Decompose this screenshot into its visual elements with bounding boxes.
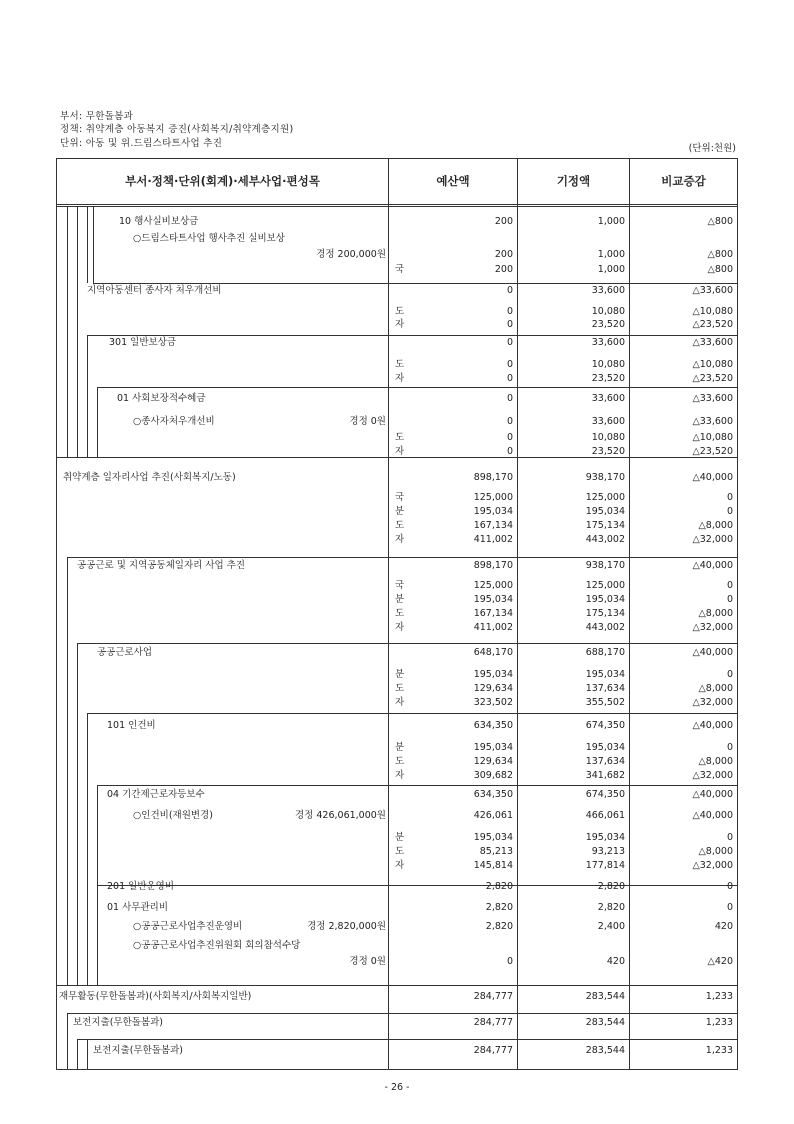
diff-amount: 1,233 bbox=[705, 1045, 733, 1056]
budget-amount: 195,034 bbox=[473, 594, 513, 605]
budget-amount: 200 bbox=[494, 264, 513, 275]
prev-amount: 688,170 bbox=[585, 647, 625, 658]
row-separator bbox=[97, 785, 737, 786]
diff-amount: △40,000 bbox=[692, 647, 733, 658]
funding-source: 분 bbox=[395, 506, 405, 517]
budget-amount: 284,777 bbox=[473, 1017, 513, 1028]
prev-amount: 195,034 bbox=[585, 594, 625, 605]
prev-amount: 125,000 bbox=[585, 492, 625, 503]
budget-amount: 125,000 bbox=[473, 492, 513, 503]
prev-amount: 2,820 bbox=[597, 881, 625, 892]
diff-amount: △420 bbox=[707, 956, 733, 967]
diff-amount: △33,600 bbox=[692, 337, 733, 348]
row-label: ○종사자처우개선비 bbox=[133, 416, 215, 427]
budget-amount: 0 bbox=[506, 373, 513, 384]
funding-source: 자 bbox=[395, 534, 405, 545]
diff-amount: △8,000 bbox=[698, 756, 733, 767]
row-label: ○인건비(재원변경) bbox=[133, 810, 213, 821]
diff-amount: 0 bbox=[726, 580, 733, 591]
funding-source: 분 bbox=[395, 742, 405, 753]
diff-amount: 1,233 bbox=[705, 991, 733, 1002]
prev-amount: 341,682 bbox=[585, 770, 625, 781]
budget-amount: 0 bbox=[506, 337, 513, 348]
row-label: 04 기간제근로자등보수 bbox=[107, 789, 205, 800]
diff-amount: △32,000 bbox=[692, 770, 733, 781]
dept-line: 부서: 무한돌봄과 bbox=[60, 111, 134, 122]
diff-amount: △8,000 bbox=[698, 608, 733, 619]
budget-amount: 0 bbox=[506, 285, 513, 296]
col-header-prev: 기정액 bbox=[556, 174, 591, 188]
tree-line bbox=[93, 207, 94, 283]
col-header-item: 부서·정책·단위(회계)·세부사업·편성목 bbox=[125, 174, 320, 188]
funding-source: 도 bbox=[395, 432, 405, 443]
table-header bbox=[57, 159, 737, 207]
diff-amount: △23,520 bbox=[692, 319, 733, 330]
row-separator bbox=[87, 335, 737, 336]
diff-amount: △10,080 bbox=[692, 359, 733, 370]
budget-amount: 898,170 bbox=[473, 560, 513, 571]
diff-amount: 420 bbox=[714, 921, 733, 932]
diff-amount: 0 bbox=[726, 902, 733, 913]
tree-line bbox=[87, 713, 88, 985]
prev-amount: 93,213 bbox=[591, 846, 625, 857]
diff-amount: △8,000 bbox=[698, 846, 733, 857]
tree-line bbox=[77, 1039, 78, 1069]
funding-source: 자 bbox=[395, 622, 405, 633]
budget-amount: 0 bbox=[506, 319, 513, 330]
row-label: 공공근로 및 지역공동체일자리 사업 추진 bbox=[77, 560, 246, 571]
budget-amount: 0 bbox=[506, 956, 513, 967]
budget-amount: 2,820 bbox=[485, 881, 513, 892]
diff-amount: 0 bbox=[726, 832, 733, 843]
row-label: 01 사무관리비 bbox=[107, 902, 168, 913]
diff-amount: △800 bbox=[707, 216, 733, 227]
diff-amount: 0 bbox=[726, 506, 733, 517]
diff-amount: △800 bbox=[707, 264, 733, 275]
row-label: ○공공근로사업추진운영비 bbox=[133, 921, 243, 932]
budget-amount: 284,777 bbox=[473, 991, 513, 1002]
prev-amount: 938,170 bbox=[585, 560, 625, 571]
row-separator bbox=[77, 1039, 737, 1040]
prev-amount: 10,080 bbox=[591, 359, 625, 370]
funding-source: 자 bbox=[395, 860, 405, 871]
funding-source: 국 bbox=[395, 580, 405, 591]
diff-amount: △8,000 bbox=[698, 683, 733, 694]
tree-line bbox=[87, 207, 88, 283]
row-note: 경정 0원 bbox=[349, 416, 386, 427]
budget-amount: 200 bbox=[494, 249, 513, 260]
prev-amount: 2,820 bbox=[597, 902, 625, 913]
diff-amount: 1,233 bbox=[705, 1017, 733, 1028]
budget-amount: 426,061 bbox=[473, 810, 513, 821]
funding-source: 도 bbox=[395, 608, 405, 619]
row-label: 지역아동센터 종사자 처우개선비 bbox=[87, 285, 222, 296]
diff-amount: △40,000 bbox=[692, 789, 733, 800]
diff-amount: △40,000 bbox=[692, 560, 733, 571]
diff-amount: △8,000 bbox=[698, 520, 733, 531]
page-number: - 26 - bbox=[384, 1082, 410, 1093]
prev-amount: 283,544 bbox=[585, 1017, 625, 1028]
diff-amount: 0 bbox=[726, 669, 733, 680]
unit-note: (단위:천원) bbox=[688, 143, 736, 154]
budget-amount: 2,820 bbox=[485, 921, 513, 932]
row-label: 재무활동(무한돌봄과)(사회복지/사회복지일반) bbox=[59, 991, 252, 1002]
diff-amount: 0 bbox=[726, 594, 733, 605]
funding-source: 분 bbox=[395, 832, 405, 843]
budget-amount: 200 bbox=[494, 216, 513, 227]
prev-amount: 443,002 bbox=[585, 534, 625, 545]
funding-source: 자 bbox=[395, 373, 405, 384]
budget-amount: 411,002 bbox=[473, 534, 513, 545]
prev-amount: 938,170 bbox=[585, 472, 625, 483]
prev-amount: 195,034 bbox=[585, 669, 625, 680]
prev-amount: 195,034 bbox=[585, 832, 625, 843]
tree-line bbox=[77, 207, 78, 457]
diff-amount: △33,600 bbox=[692, 416, 733, 427]
diff-amount: △32,000 bbox=[692, 697, 733, 708]
budget-amount: 125,000 bbox=[473, 580, 513, 591]
budget-amount: 898,170 bbox=[473, 472, 513, 483]
budget-amount: 0 bbox=[506, 359, 513, 370]
prev-amount: 137,634 bbox=[585, 756, 625, 767]
prev-amount: 283,544 bbox=[585, 991, 625, 1002]
budget-amount: 85,213 bbox=[479, 846, 513, 857]
prev-amount: 33,600 bbox=[591, 337, 625, 348]
budget-amount: 129,634 bbox=[473, 756, 513, 767]
prev-amount: 33,600 bbox=[591, 393, 625, 404]
prev-amount: 2,400 bbox=[597, 921, 625, 932]
budget-amount: 167,134 bbox=[473, 520, 513, 531]
prev-amount: 674,350 bbox=[585, 789, 625, 800]
diff-amount: △33,600 bbox=[692, 393, 733, 404]
col-header-budget: 예산액 bbox=[436, 174, 470, 188]
funding-source: 자 bbox=[395, 770, 405, 781]
tree-line bbox=[97, 387, 98, 457]
budget-amount: 195,034 bbox=[473, 832, 513, 843]
prev-amount: 33,600 bbox=[591, 416, 625, 427]
prev-amount: 177,814 bbox=[585, 860, 625, 871]
diff-amount: △23,520 bbox=[692, 446, 733, 457]
row-label: 01 사회보장적수혜금 bbox=[117, 393, 206, 404]
row-label: 보전지출(무한돌봄과) bbox=[93, 1045, 184, 1056]
prev-amount: 1,000 bbox=[597, 216, 625, 227]
row-separator bbox=[87, 713, 737, 714]
diff-amount: △40,000 bbox=[692, 472, 733, 483]
tree-line bbox=[67, 557, 68, 985]
prev-amount: 355,502 bbox=[585, 697, 625, 708]
row-label: 보전지출(무한돌봄과) bbox=[73, 1017, 164, 1028]
diff-amount: △23,520 bbox=[692, 373, 733, 384]
unit-line: 단위: 아동 및 위.드림스타트사업 추진 bbox=[60, 138, 223, 149]
budget-amount: 195,034 bbox=[473, 742, 513, 753]
prev-amount: 195,034 bbox=[585, 506, 625, 517]
funding-source: 국 bbox=[395, 492, 405, 503]
row-separator bbox=[67, 557, 737, 558]
prev-amount: 420 bbox=[606, 956, 625, 967]
funding-source: 분 bbox=[395, 594, 405, 605]
prev-amount: 674,350 bbox=[585, 720, 625, 731]
prev-amount: 175,134 bbox=[585, 608, 625, 619]
row-label: 취약계층 일자리사업 추진(사회복지/노동) bbox=[63, 472, 236, 483]
funding-source: 분 bbox=[395, 669, 405, 680]
budget-amount: 2,820 bbox=[485, 902, 513, 913]
budget-amount: 323,502 bbox=[473, 697, 513, 708]
diff-amount: △40,000 bbox=[692, 810, 733, 821]
budget-amount: 0 bbox=[506, 393, 513, 404]
budget-amount: 0 bbox=[506, 446, 513, 457]
funding-source: 자 bbox=[395, 446, 405, 457]
diff-amount: △32,000 bbox=[692, 860, 733, 871]
row-separator bbox=[57, 985, 737, 986]
budget-amount: 634,350 bbox=[473, 720, 513, 731]
funding-source: 도 bbox=[395, 359, 405, 370]
prev-amount: 466,061 bbox=[585, 810, 625, 821]
row-separator bbox=[93, 283, 737, 284]
funding-source: 자 bbox=[395, 697, 405, 708]
diff-amount: △10,080 bbox=[692, 432, 733, 443]
row-separator bbox=[77, 643, 737, 644]
prev-amount: 195,034 bbox=[585, 742, 625, 753]
prev-amount: 137,634 bbox=[585, 683, 625, 694]
funding-source: 도 bbox=[395, 306, 405, 317]
diff-amount: △32,000 bbox=[692, 622, 733, 633]
prev-amount: 23,520 bbox=[591, 319, 625, 330]
diff-amount: △33,600 bbox=[692, 285, 733, 296]
diff-amount: 0 bbox=[726, 881, 733, 892]
budget-amount: 129,634 bbox=[473, 683, 513, 694]
budget-amount: 0 bbox=[506, 306, 513, 317]
budget-amount: 634,350 bbox=[473, 789, 513, 800]
row-separator bbox=[67, 1013, 737, 1014]
row-label: 공공근로사업 bbox=[97, 647, 153, 658]
row-note: 경정 426,061,000원 bbox=[295, 810, 386, 821]
diff-amount: △40,000 bbox=[692, 720, 733, 731]
tree-line bbox=[87, 335, 88, 457]
funding-source: 도 bbox=[395, 756, 405, 767]
prev-amount: 10,080 bbox=[591, 306, 625, 317]
row-label: ○공공근로사업추진위원회 회의참석수당 bbox=[133, 940, 301, 951]
tree-line bbox=[67, 1013, 68, 1069]
prev-amount: 283,544 bbox=[585, 1045, 625, 1056]
prev-amount: 23,520 bbox=[591, 373, 625, 384]
row-label: 10 행사실비보상금 bbox=[119, 216, 199, 227]
prev-amount: 10,080 bbox=[591, 432, 625, 443]
policy-line: 정책: 취약계층 아동복지 증진(사회복지/취약계층지원) bbox=[60, 124, 294, 135]
prev-amount: 23,520 bbox=[591, 446, 625, 457]
budget-amount: 411,002 bbox=[473, 622, 513, 633]
prev-amount: 33,600 bbox=[591, 285, 625, 296]
tree-line bbox=[67, 207, 68, 457]
funding-source: 국 bbox=[395, 264, 405, 275]
budget-amount: 284,777 bbox=[473, 1045, 513, 1056]
row-label: 301 일반보상금 bbox=[109, 337, 177, 348]
diff-amount: 0 bbox=[726, 742, 733, 753]
prev-amount: 443,002 bbox=[585, 622, 625, 633]
diff-amount: △10,080 bbox=[692, 306, 733, 317]
tree-line bbox=[87, 1039, 88, 1069]
funding-source: 도 bbox=[395, 683, 405, 694]
budget-amount: 0 bbox=[506, 432, 513, 443]
row-label: 101 인건비 bbox=[107, 720, 156, 731]
col-header-diff: 비교증감 bbox=[661, 174, 706, 188]
budget-amount: 167,134 bbox=[473, 608, 513, 619]
diff-amount: △32,000 bbox=[692, 534, 733, 545]
funding-source: 도 bbox=[395, 520, 405, 531]
prev-amount: 125,000 bbox=[585, 580, 625, 591]
prev-amount: 1,000 bbox=[597, 249, 625, 260]
budget-amount: 145,814 bbox=[473, 860, 513, 871]
diff-amount: 0 bbox=[726, 492, 733, 503]
prev-amount: 175,134 bbox=[585, 520, 625, 531]
budget-amount: 0 bbox=[506, 416, 513, 427]
budget-amount: 648,170 bbox=[473, 647, 513, 658]
budget-amount: 195,034 bbox=[473, 669, 513, 680]
row-note: 경정 2,820,000원 bbox=[307, 921, 386, 932]
row-label: 경정 0원 bbox=[349, 956, 386, 967]
budget-amount: 195,034 bbox=[473, 506, 513, 517]
budget-amount: 309,682 bbox=[473, 770, 513, 781]
row-label: 경정 200,000원 bbox=[316, 249, 386, 260]
prev-amount: 1,000 bbox=[597, 264, 625, 275]
diff-amount: △800 bbox=[707, 249, 733, 260]
row-separator bbox=[97, 387, 737, 388]
tree-line bbox=[77, 643, 78, 985]
budget-table bbox=[56, 158, 738, 1070]
funding-source: 자 bbox=[395, 319, 405, 330]
row-label: ○드림스타트사업 행사추진 실비보상 bbox=[133, 233, 285, 244]
funding-source: 도 bbox=[395, 846, 405, 857]
row-label: 201 일반운영비 bbox=[107, 881, 175, 892]
